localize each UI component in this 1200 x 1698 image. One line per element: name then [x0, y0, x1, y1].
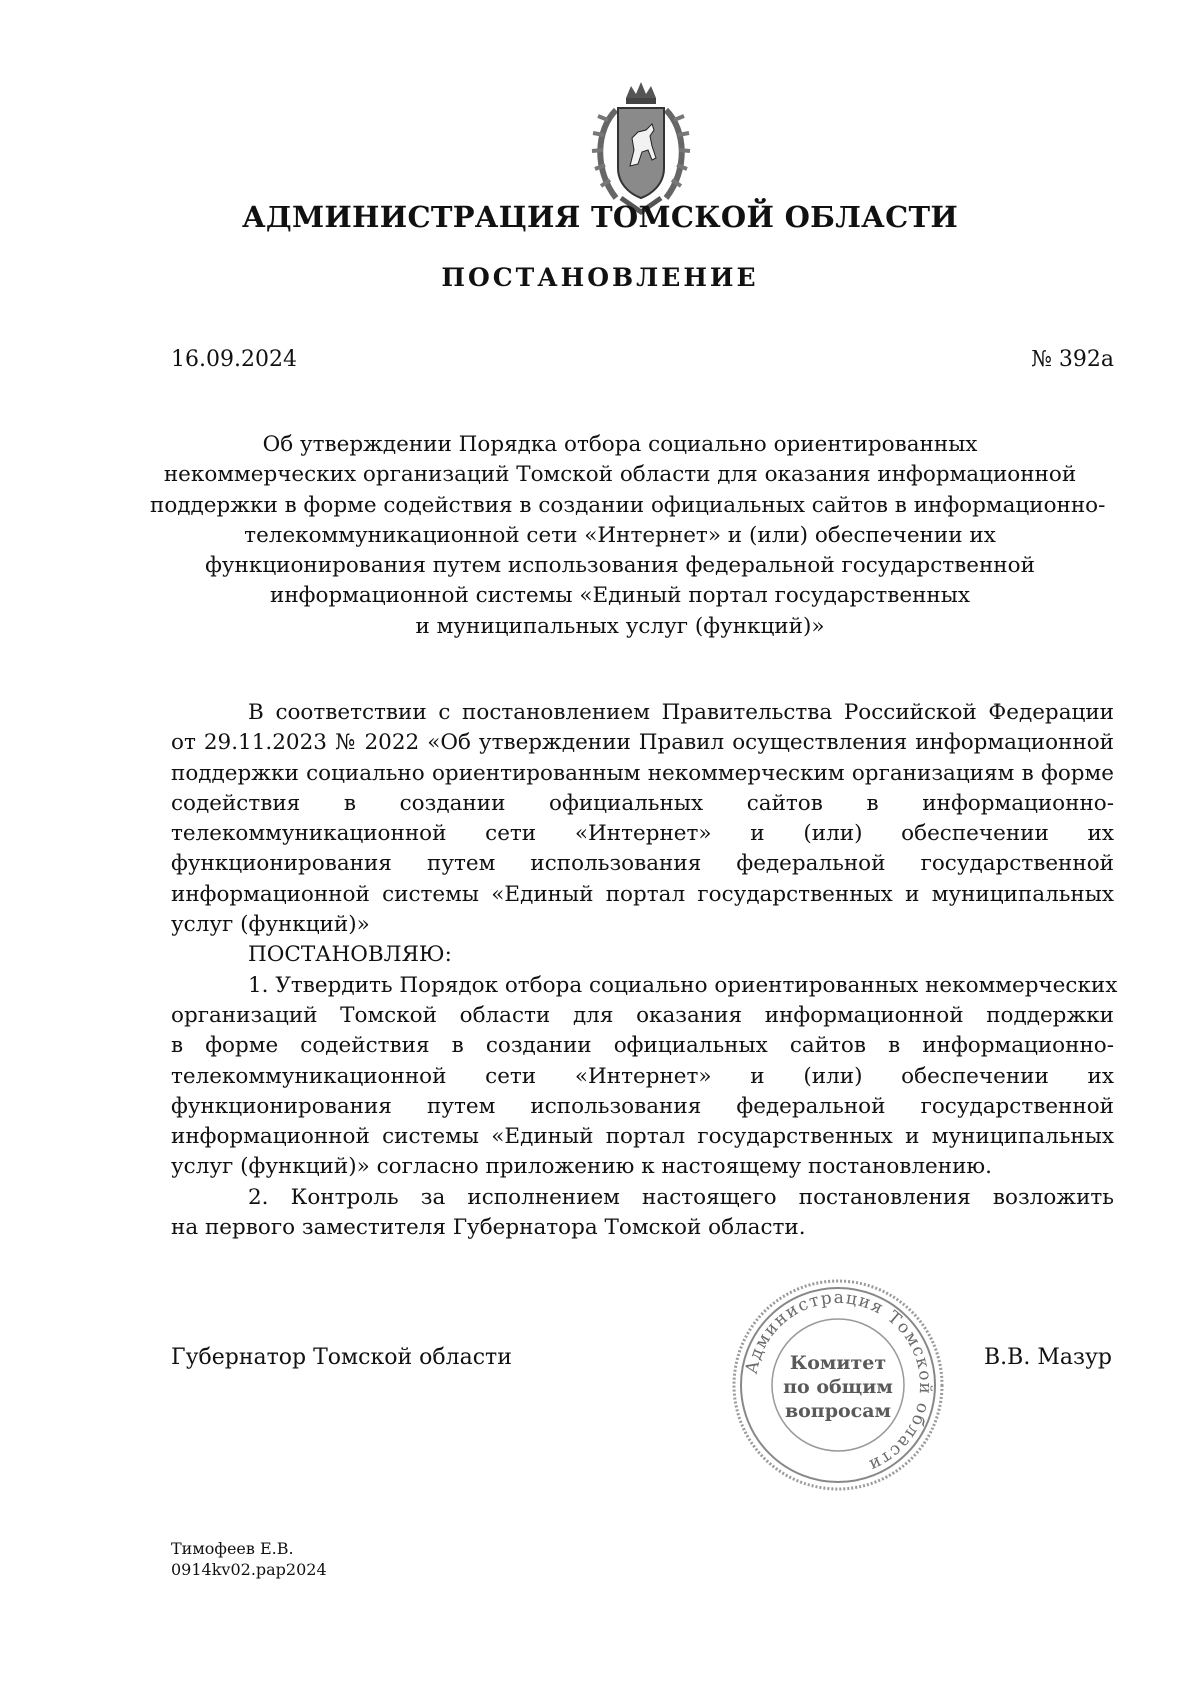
subject-line: информационной системы «Единый портал государственных: [270, 583, 970, 609]
document-type: ПОСТАНОВЛЕНИЕ: [441, 263, 759, 292]
signer-title: Губернатор Томской области: [171, 1345, 512, 1370]
organization-title: АДМИНИСТРАЦИЯ ТОМСКОЙ ОБЛАСТИ: [241, 200, 959, 234]
body-line: поддержки социально ориентированным некоммерческим организациям в форме: [171, 760, 1114, 786]
seal-inner-line: Комитет: [789, 1352, 887, 1374]
body-line: 1. Утвердить Порядок отбора социально ориентированных некоммерческих: [248, 972, 1118, 998]
body-line: на первого заместителя Губернатора Томской области.: [171, 1215, 806, 1241]
decree-word: ПОСТАНОВЛЯЮ:: [248, 942, 452, 968]
body-line: информационной системы «Единый портал государственных и муниципальных: [171, 1124, 1114, 1150]
body-line: от 29.11.2023 № 2022 «Об утверждении Правил осуществления информационной: [171, 730, 1114, 756]
file-code: 0914kv02.pap2024: [171, 1560, 327, 1579]
document-number: № 392а: [1031, 347, 1114, 372]
subject-line: Об утверждении Порядка отбора социально ориентированных: [262, 432, 978, 457]
signer-name: В.В. Мазур: [984, 1345, 1112, 1370]
footer-note: [171, 1538, 327, 1580]
body-line: 2. Контроль за исполнением настоящего постановления возложить: [248, 1184, 1114, 1210]
document-date: 16.09.2024: [171, 347, 297, 372]
body-line: содействия в создании официальных сайтов в информационно-: [171, 790, 1114, 816]
body-line: в форме содействия в создании официальных сайтов в информационно-: [171, 1033, 1114, 1059]
body-line: функционирования путем использования федеральной государственной: [171, 1093, 1114, 1119]
subject-line: телекоммуникационной сети «Интернет» и (или) обеспечении их: [244, 522, 996, 548]
body-line: телекоммуникационной сети «Интернет» и (или) обеспечении их: [171, 821, 1114, 847]
body-line: услуг (функций)» согласно приложению к настоящему постановлению.: [171, 1154, 992, 1180]
body-line: функционирования путем использования федеральной государственной: [171, 851, 1114, 877]
tomsk-region-coat-of-arms-icon: [586, 80, 696, 220]
document-subject: [150, 430, 1106, 642]
item-1-paragraph: [171, 971, 1118, 1183]
seal-outer-text: Администрация Томской области: [741, 1287, 936, 1476]
item-2-paragraph: [171, 1183, 1114, 1244]
subject-line: поддержки в форме содействия в создании официальных сайтов в информационно-: [150, 492, 1106, 518]
subject-line: функционирования путем использования федеральной государственной: [205, 553, 1035, 579]
official-seal: [728, 1275, 948, 1495]
preamble-paragraph: [171, 698, 1114, 940]
seal-inner-line: вопросам: [784, 1400, 892, 1422]
subject-line: и муниципальных услуг (функций)»: [415, 613, 825, 639]
subject-line: некоммерческих организаций Томской области для оказания информационной: [163, 462, 1077, 488]
body-line: информационной системы «Единый портал государственных и муниципальных: [171, 881, 1114, 907]
body-line: телекоммуникационной сети «Интернет» и (или) обеспечении их: [171, 1063, 1114, 1089]
body-line: услуг (функций)»: [171, 912, 370, 938]
document-body: [171, 698, 1118, 1243]
body-line: В соответствии с постановлением Правительства Российской Федерации: [248, 700, 1114, 725]
body-line: организаций Томской области для оказания информационной поддержки: [171, 1002, 1114, 1028]
executor-name: Тимофеев Е.В.: [171, 1539, 294, 1558]
seal-inner-line: по общим: [783, 1376, 893, 1398]
